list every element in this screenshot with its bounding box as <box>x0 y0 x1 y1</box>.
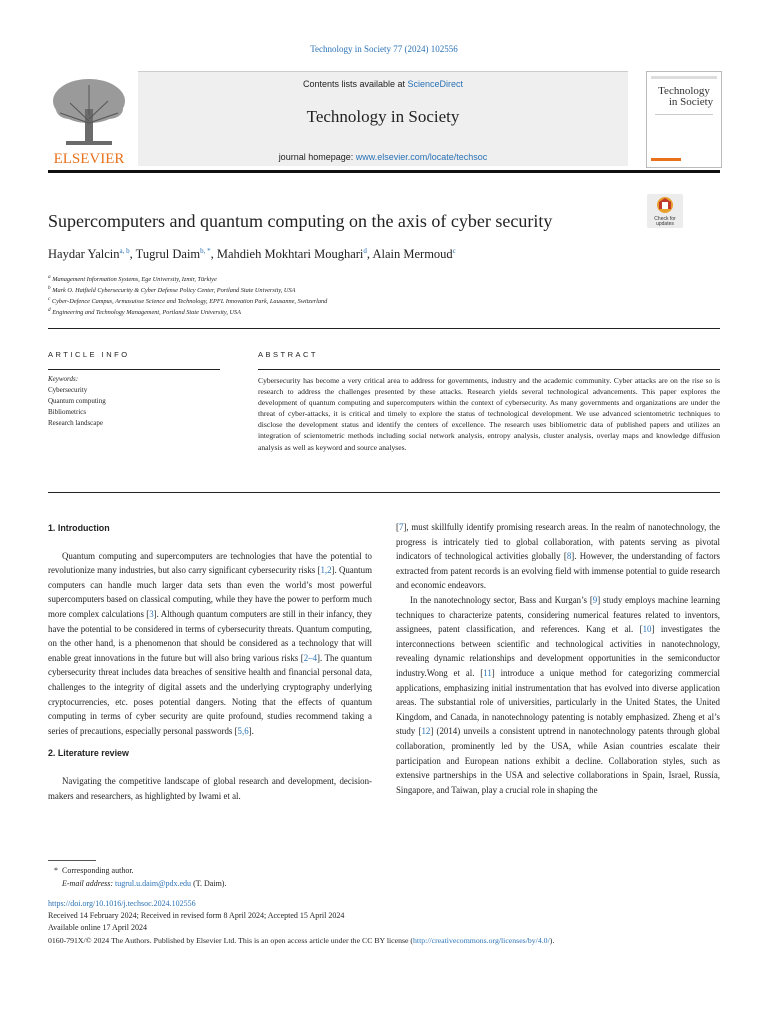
text-run: ] investigates the interconnections between scientific and technological activities in nanotechnology, revealing dynamic relationships and development opportunities in the semiconductor industry.Wong et al. [ <box>396 624 720 678</box>
license-link[interactable]: http://creativecommons.org/licenses/by/4.0/ <box>413 936 550 945</box>
email-owner: (T. Daim). <box>193 879 227 888</box>
publisher-name: ELSEVIER <box>53 151 125 166</box>
homepage-line <box>138 152 628 162</box>
article-info-rule <box>48 369 220 370</box>
email-label: E-mail address: <box>62 879 114 888</box>
doi-link[interactable]: https://doi.org/10.1016/j.techsoc.2024.102556 <box>48 899 196 908</box>
citation-link[interactable]: 11 <box>483 667 492 678</box>
literature-paragraph-continued: [7], must skillfully identify promising research areas. In the realm of nanotechnology, the progress is intricately tied to global collaboration, with patents serving as pivotal indicators of technological activities globally [8]. However, the understanding of factors extracted from patent records is an evolving field with immense potential to guide research and economic endeavors. <box>396 522 721 591</box>
keyword: Quantum computing <box>48 397 106 405</box>
affiliation <box>48 274 217 283</box>
email-link[interactable]: tugrul.u.daim@pdx.edu <box>115 879 192 888</box>
author-affil-sup[interactable]: a, b <box>119 247 130 255</box>
abstract-rule <box>258 369 720 370</box>
sciencedirect-link[interactable]: ScienceDirect <box>407 79 464 89</box>
homepage-link[interactable]: www.elsevier.com/locate/techsoc <box>355 152 488 162</box>
citation-link[interactable]: 7 <box>398 522 404 532</box>
body-column-left <box>48 521 372 803</box>
text-run: ] study employs machine learning techniques to characterize patents, considering numerical features related to inventors, assignees, patent classification, and references. Kang et al. [ <box>396 594 721 635</box>
author-name[interactable]: Mahdieh Mokhtari Moughari <box>216 247 364 262</box>
affiliation-label: d <box>48 307 51 313</box>
doi-line <box>48 898 196 910</box>
citation-link[interactable]: 8 <box>566 551 572 562</box>
journal-cover-thumbnail[interactable] <box>646 71 722 168</box>
author-sep: , <box>129 247 136 262</box>
received-line: Received 14 February 2024; Received in revised form 8 April 2024; Accepted 15 April 2024 <box>48 911 345 920</box>
keyword: Cybersecurity <box>48 386 88 394</box>
elsevier-tree-icon <box>48 71 130 166</box>
citation-link[interactable]: 1,2 <box>320 565 332 576</box>
badge-text-2: updates <box>656 221 674 227</box>
literature-paragraph: Navigating the competitive landscape of global research and development, decision-makers and researchers, as highlighted by Iwami et al. <box>48 775 372 801</box>
affiliation-text: Engineering and Technology Management, Portland State University, USA <box>52 309 242 317</box>
affiliation-text: Cyber-Defence Campus, Armasuisse Science and Technology, EPFL Innovation Park, Lausanne, Switzerland <box>51 298 328 306</box>
journal-title: Technology in Society <box>306 107 460 126</box>
author-name[interactable]: Tugrul Daim <box>135 247 201 262</box>
header-rule <box>48 170 720 173</box>
affiliation-text: Management Information Systems, Ege University, Izmir, Türkiye <box>52 276 217 284</box>
text-run: ]. <box>248 725 254 736</box>
section-heading-literature-review: 2. Literature review <box>48 748 129 759</box>
cover-title-line2: in Society <box>668 96 714 108</box>
body-column-right <box>396 520 720 797</box>
keyword: Research landscape <box>48 419 103 427</box>
elsevier-logo <box>48 71 130 166</box>
literature-paragraph <box>396 593 720 797</box>
citation-link[interactable]: 2–4 <box>303 652 318 663</box>
check-updates-icon <box>647 194 683 228</box>
text-run: ]. Quantum computers can handle much larger data sets than even the world’s most powerful supercomputers based on classical computing, while they have the power to perform much more complex calculations [ <box>48 565 372 619</box>
author-sep: , <box>210 247 217 262</box>
email-line <box>62 878 226 890</box>
citation-link[interactable]: 3 <box>149 608 154 619</box>
homepage-prefix: journal homepage: <box>278 152 356 162</box>
affiliation-label: c <box>48 296 51 302</box>
text-run: ], must skillfully identify promising research areas. In the realm of nanotechnology, the progress is intricately tied to global collaboration, with patents serving as pivotal indicators of technological activities globally [ <box>396 522 720 562</box>
affiliation <box>48 285 295 294</box>
license-end: ). <box>549 936 555 945</box>
author-name[interactable]: Alain Mermoud <box>372 247 453 262</box>
author-list <box>48 247 456 262</box>
affiliation-text: Mark O. Hatfield Cybersecurity & Cyber Defense Policy Center, Portland State University, USA <box>52 287 296 295</box>
citation-link[interactable]: 10 <box>642 624 652 635</box>
check-for-updates-badge[interactable] <box>647 194 683 228</box>
journal-citation[interactable]: Technology in Society 77 (2024) 102556 <box>310 44 458 54</box>
article-title: Supercomputers and quantum computing on the axis of cyber security <box>48 211 553 231</box>
license-text: 0160-791X/© 2024 The Authors. Published by Elsevier Ltd. This is an open access article under the CC BY license ( <box>48 936 414 945</box>
author-affil-sup[interactable]: b, * <box>200 247 211 255</box>
text-run: In the nanotechnology sector, Bass and Kurgan’s [ <box>410 594 593 605</box>
author-affil-sup[interactable]: d <box>363 247 367 255</box>
abstract-heading: ABSTRACT <box>258 350 319 359</box>
abstract-text: Cybersecurity has become a very critical area to address for governments, industry and the academic community. Cyber attacks are on the rise so is research to address the challenges presented by these attacks. Research yields several technological advancements. This paper explores the development of quantum computing and supercomputers within the context of cybersecurity. As many governments and organizations are under the threat of cyber-attacks, it is critical and timely to explore the status of technological development. We use advanced scientometric techniques to disclose the development status and identify the centers of excellence. The research uses bibliometric data of published papers and utilizes an integration of scientometric methods including social network analysis, entropy analysis, cluster analysis, overlay maps and knowledge diffusion analysis as well as keyword and source analyses. <box>258 376 720 452</box>
citation-link[interactable]: 12 <box>421 726 431 737</box>
text-run: ]. However, the understanding of factors extracted from patent records is an evolving field with immense potential to guide research and economic endeavors. <box>396 551 721 591</box>
contents-line <box>138 79 628 89</box>
badge-text-1: Check for <box>654 216 676 222</box>
section-divider <box>48 492 720 493</box>
article-info-heading: ARTICLE INFO <box>48 350 130 359</box>
affiliation-label: a <box>48 274 51 280</box>
citation-link[interactable]: 9 <box>592 594 598 605</box>
text-run: ]. The quantum cybersecurity threat includes data breaches of sensitive health and financial personal data, challenges to the integrity of digital assets and the underlying cryptography underlying cryptocurrencies, etc. poses potential dangers. Noting that the effects of quantum computing in terms of cyber security are quite profound, studies recommend taking a series of precautions, especially personal passwords [ <box>48 652 372 736</box>
text-run: ] (2014) unveils a consistent uptrend in nanotechnology patents through global collaboration, prominently led by the USA, while Asian countries escalate their participation and European nations exhibit a decline. Collaboration styles, such as extensive partnerships in the USA and selective collaborations in Spain, Israel, Russia, Singapore, and Taiwan, play a crucial role in shaping the <box>396 726 721 795</box>
author-name[interactable]: Haydar Yalcin <box>48 247 120 262</box>
corresponding-note <box>48 865 134 877</box>
affiliation-label: b <box>48 285 51 291</box>
author-affil-sup[interactable]: c <box>452 247 456 255</box>
online-line: Available online 17 April 2024 <box>48 923 147 932</box>
keyword: Bibliometrics <box>48 408 87 416</box>
citation-link[interactable]: 5,6 <box>237 725 249 736</box>
keywords-block <box>48 374 106 429</box>
license-line <box>48 935 554 947</box>
contents-prefix: Contents lists available at <box>302 79 408 89</box>
cover-title-line1: Technology <box>658 85 710 97</box>
introduction-paragraph <box>48 549 372 739</box>
text-run: Quantum computing and supercomputers are technologies that have the potential to revolutionize many industries, but also carry significant cybersecurity risks [ <box>48 550 372 576</box>
keywords-label: Keywords: <box>48 375 79 383</box>
section-divider <box>48 328 720 329</box>
section-heading-introduction: 1. Introduction <box>48 523 110 533</box>
footnote-rule <box>48 860 96 861</box>
affiliation <box>48 307 241 316</box>
text-run: ] introduce a unique method for categorizing commercial applications, emphasizing initial instrumentation that has evolved into diverse application areas. The substantial role of universities, particularly in the United States, the United Kingdom, and Canada, in nanotechnology patenting is notably emphasized. Zheng et al’s study [ <box>396 667 720 737</box>
affiliation <box>48 296 327 305</box>
author-sep: , <box>366 247 373 262</box>
text-run: ]. Although quantum computers are still in their infancy, they have the potential to be considered in terms of cybersecurity threats. Quantum computing, on the other hand, is a phenomenon that should be considered as a technology that will enable great innovations in the future but will also bring various risks [ <box>48 608 372 663</box>
corresponding-text: Corresponding author. <box>62 866 134 875</box>
footnote-mark: * <box>54 866 58 875</box>
